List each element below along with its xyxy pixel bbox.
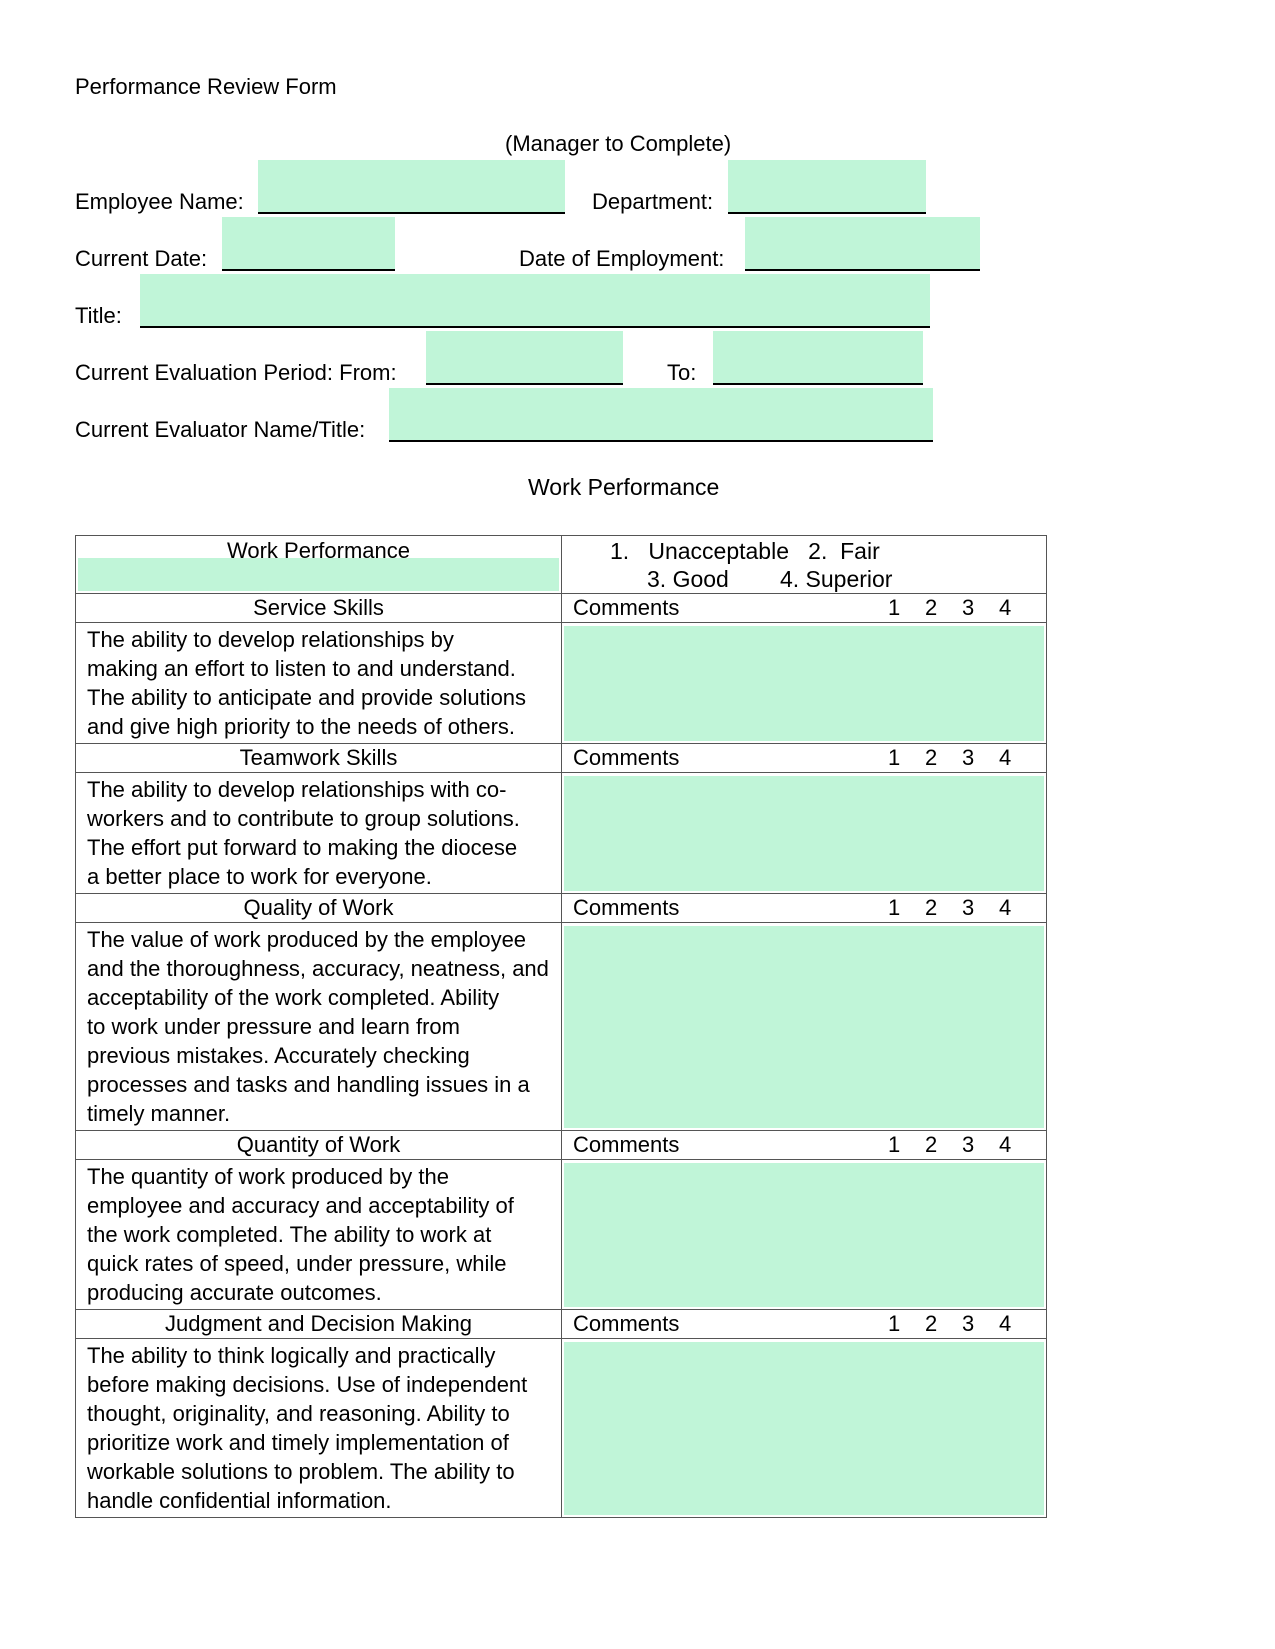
comments-cell: [562, 773, 1047, 894]
description-line: prioritize work and timely implementation of: [87, 1430, 509, 1455]
form-title: Performance Review Form: [75, 74, 337, 99]
section-title-quantity-of-work: Quantity of Work: [76, 1131, 562, 1160]
section-title-service-skills: Service Skills: [76, 594, 562, 623]
date-of-employment-label: Date of Employment:: [519, 246, 725, 271]
rating-option-1[interactable]: 1: [888, 745, 901, 770]
description-line: and the thoroughness, accuracy, neatness, and: [87, 956, 549, 981]
rating-option-2[interactable]: 2: [925, 895, 938, 920]
section-body-row: [76, 773, 1047, 894]
evaluation-period-to-label: To:: [667, 360, 697, 385]
description-line: and give high priority to the needs of others.: [87, 714, 516, 739]
description-line: the work completed. The ability to work at: [87, 1222, 492, 1247]
evaluation-period-from-label: Current Evaluation Period: From:: [75, 360, 397, 385]
comments-rating-row: [562, 894, 1046, 922]
rating-option-2[interactable]: 2: [925, 1132, 938, 1157]
section-title-row: [76, 1131, 1047, 1160]
description-line: processes and tasks and handling issues in a: [87, 1072, 530, 1097]
comments-label: Comments: [573, 595, 680, 620]
title-label: Title:: [75, 303, 122, 328]
description-line: making an effort to listen to and understand.: [87, 656, 516, 681]
employee-name-field[interactable]: [258, 160, 565, 214]
description-line: quick rates of speed, under pressure, while: [87, 1251, 507, 1276]
evaluation-to-field[interactable]: [713, 331, 923, 385]
rating-option-4[interactable]: 4: [999, 595, 1012, 620]
rating-option-4[interactable]: 4: [999, 1311, 1012, 1336]
rating-option-3[interactable]: 3: [962, 595, 975, 620]
rating-option-1[interactable]: 1: [888, 1311, 901, 1336]
title-field[interactable]: [140, 274, 930, 328]
comments-field-teamwork-skills[interactable]: [564, 776, 1044, 891]
section-title-judgment-and-decision-making: Judgment and Decision Making: [76, 1310, 562, 1339]
comments-header-cell: [562, 1131, 1047, 1160]
comments-header-cell: [562, 1310, 1047, 1339]
comments-label: Comments: [573, 895, 680, 920]
section-title-quality-of-work: Quality of Work: [76, 894, 562, 923]
comments-label: Comments: [573, 745, 680, 770]
description-line: The ability to think logically and practically: [87, 1343, 496, 1368]
comments-cell: [562, 923, 1047, 1131]
rating-scale-line-1: 1. Unacceptable 2. Fair: [610, 538, 880, 564]
rating-option-1[interactable]: 1: [888, 895, 901, 920]
rating-option-3[interactable]: 3: [962, 1132, 975, 1157]
rating-scale-cell: [562, 536, 1047, 594]
comments-rating-row: [562, 1131, 1046, 1159]
description-line: workers and to contribute to group solutions.: [87, 806, 520, 831]
section-heading: Work Performance: [528, 474, 720, 500]
description-line: producing accurate outcomes.: [87, 1280, 382, 1305]
rating-option-4[interactable]: 4: [999, 1132, 1012, 1157]
description-line: timely manner.: [87, 1101, 231, 1126]
rating-options: [888, 594, 1036, 622]
rating-option-3[interactable]: 3: [962, 1311, 975, 1336]
comments-rating-row: [562, 1310, 1046, 1338]
rating-options: [888, 894, 1036, 922]
description-line: The ability to anticipate and provide solutions: [87, 685, 527, 710]
rating-options: [888, 1310, 1036, 1338]
description-line: The effort put forward to making the diocese: [87, 835, 518, 860]
description-line: workable solutions to problem. The ability to: [87, 1459, 515, 1484]
department-field[interactable]: [728, 160, 926, 214]
section-description-service-skills: [76, 623, 562, 744]
description-line: employee and accuracy and acceptability of: [87, 1193, 514, 1218]
description-line: The ability to develop relationships with co-: [87, 777, 507, 802]
rating-scale-line-2: 3. Good 4. Superior: [647, 566, 893, 592]
description-line: to work under pressure and learn from: [87, 1014, 460, 1039]
rating-option-1[interactable]: 1: [888, 595, 901, 620]
date-of-employment-field[interactable]: [745, 217, 980, 271]
section-title-row: [76, 594, 1047, 623]
evaluator-label: Current Evaluator Name/Title:: [75, 417, 366, 442]
rating-option-4[interactable]: 4: [999, 745, 1012, 770]
description-line: thought, originality, and reasoning. Ability to: [87, 1401, 510, 1426]
section-body-row: [76, 1339, 1047, 1518]
comments-header-cell: [562, 594, 1047, 623]
comments-rating-row: [562, 744, 1046, 772]
description-line: before making decisions. Use of independent: [87, 1372, 528, 1397]
header-left-cell: [76, 536, 562, 594]
comments-rating-row: [562, 594, 1046, 622]
comments-cell: [562, 1160, 1047, 1310]
employee-name-label: Employee Name:: [75, 189, 244, 214]
section-title-teamwork-skills: Teamwork Skills: [76, 744, 562, 773]
comments-cell: [562, 1339, 1047, 1518]
comments-field-judgment-and-decision-making[interactable]: [564, 1342, 1044, 1515]
rating-options: [888, 1131, 1036, 1159]
description-line: a better place to work for everyone.: [87, 864, 432, 889]
rating-option-2[interactable]: 2: [925, 595, 938, 620]
comments-cell: [562, 623, 1047, 744]
comments-label: Comments: [573, 1132, 680, 1157]
description-line: The value of work produced by the employee: [87, 927, 527, 952]
header-left-label: Work Performance: [227, 538, 410, 563]
section-description-judgment-and-decision-making: [76, 1339, 562, 1518]
comments-field-quality-of-work[interactable]: [564, 926, 1044, 1128]
description-line: The ability to develop relationships by: [87, 627, 454, 652]
comments-header-cell: [562, 744, 1047, 773]
description-line: previous mistakes. Accurately checking: [87, 1043, 470, 1068]
section-title-row: [76, 1310, 1047, 1339]
rating-options: [888, 744, 1036, 772]
table-header-row: [76, 536, 1047, 594]
comments-field-quantity-of-work[interactable]: [564, 1163, 1044, 1307]
rating-option-2[interactable]: 2: [925, 1311, 938, 1336]
section-description-teamwork-skills: [76, 773, 562, 894]
description-line: The quantity of work produced by the: [87, 1164, 449, 1189]
rating-option-3[interactable]: 3: [962, 895, 975, 920]
section-title-row: [76, 744, 1047, 773]
section-description-quantity-of-work: [76, 1160, 562, 1310]
description-line: handle confidential information.: [87, 1488, 392, 1513]
section-body-row: [76, 923, 1047, 1131]
comments-header-cell: [562, 894, 1047, 923]
rating-option-4[interactable]: 4: [999, 895, 1012, 920]
comments-field-service-skills[interactable]: [564, 626, 1044, 741]
section-body-row: [76, 623, 1047, 744]
section-body-row: [76, 1160, 1047, 1310]
section-title-row: [76, 894, 1047, 923]
form-subtitle: (Manager to Complete): [505, 131, 732, 156]
evaluator-field[interactable]: [389, 388, 933, 442]
section-description-quality-of-work: [76, 923, 562, 1131]
department-label: Department:: [592, 189, 714, 214]
evaluation-from-field[interactable]: [426, 331, 623, 385]
rating-option-2[interactable]: 2: [925, 745, 938, 770]
rating-option-1[interactable]: 1: [888, 1132, 901, 1157]
description-line: acceptability of the work completed. Ability: [87, 985, 500, 1010]
current-date-label: Current Date:: [75, 246, 208, 271]
current-date-field[interactable]: [222, 217, 395, 271]
rating-option-3[interactable]: 3: [962, 745, 975, 770]
comments-label: Comments: [573, 1311, 680, 1336]
work-performance-table: [75, 535, 1047, 1518]
